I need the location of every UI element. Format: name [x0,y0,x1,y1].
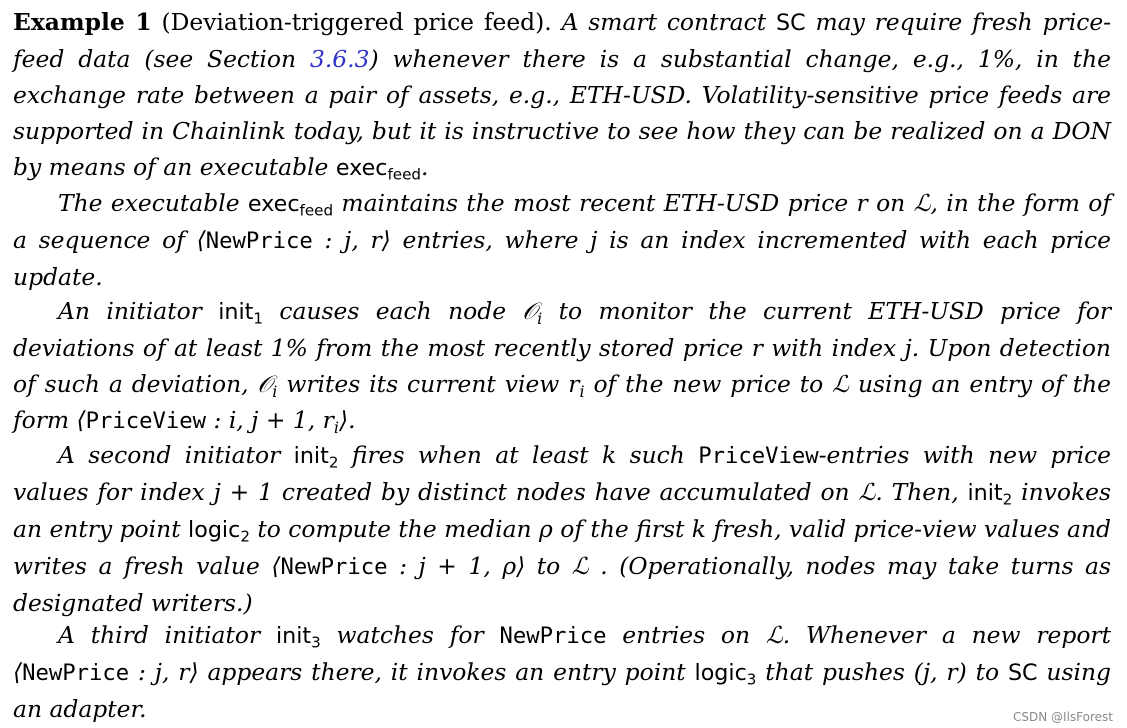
newprice-code: NewPrice [499,623,607,649]
text-span: , in the form of a sequence of ⟨ [13,189,1112,255]
feed-subscript: feed [299,201,334,220]
smart-contract-symbol: SC [775,10,806,36]
node-subscript: i [537,308,543,328]
logic-subscript: 3 [746,670,757,689]
init-label: init [275,623,312,649]
text-span: fires when at least k such [351,441,685,469]
ledger-symbol: ℒ [832,370,850,399]
csdn-watermark: CSDN @IlsForest [1013,710,1113,724]
feed-subscript: feed [387,165,421,184]
ledger-symbol: ℒ [913,189,931,217]
exec-label: exec [335,155,388,182]
text-span: writes its current view r [286,370,580,399]
logic2-symbol [188,517,250,546]
text-span: causes each node 𝒪 [279,297,538,325]
init-subscript: 2 [328,453,339,472]
text-span: A smart contract [561,8,767,36]
logic-label: logic [694,660,747,687]
init3-symbol [275,623,321,652]
text-span: may require fresh price-feed data (see Section [13,8,1112,74]
newprice-code: NewPrice [280,554,388,581]
priceview-code: PriceView [698,443,819,469]
text-span: to compute the median ρ of the first k fresh, valid price-view values and writes a fresh value ⟨ [13,515,1112,581]
node-subscript: i [272,381,278,401]
paragraph-example-intro [13,4,1111,186]
text-span: : j, r⟩ entries, where j is an index incremented with each price update. [13,226,1111,292]
text-span: -entries with new price values for index j + 1 created by distinct nodes have accumulated on [13,441,1112,507]
text-span: that pushes (j, r) to [765,658,1000,687]
smart-contract-symbol: SC [1007,660,1038,687]
init2-symbol [293,443,339,472]
logic-subscript: 2 [240,527,250,546]
text-span: using an entry of the form ⟨ [13,370,1112,435]
init2-symbol [967,480,1013,509]
text-span: ) whenever there is a substantial change, e.g., 1%, in the exchange rate between a pair of assets, e.g., ETH-USD. Volatility-sensitive price feeds are supported in Chainlink today, but it is instructive to see how they can be realized on a DON by means of an executable [13,45,1111,182]
text-span: entries on [622,621,751,649]
text-span: . [421,153,429,182]
init-label: init [293,443,329,469]
text-span: using an adapter. [13,658,1112,724]
paragraph-initiator-2 [13,437,1111,621]
exec-feed-symbol [335,155,421,184]
init-label: init [218,299,254,325]
ledger-symbol: ℒ [858,478,876,507]
init-label: init [967,480,1003,507]
paragraph-initiator-3 [13,617,1111,727]
example-title: Example 1 [13,8,152,36]
text-span: . Whenever a new report ⟨ [13,621,1112,687]
text-span: invokes an entry point [13,478,1111,544]
section-reference-link[interactable]: 3.6.3 [309,45,370,74]
ledger-symbol: ℒ [571,552,589,581]
view-subscript: i [579,381,585,401]
text-span: to monitor the current ETH-USD price for deviations of at least 1% from the most recently stored price r with index j. Upon detection of such a deviation, 𝒪 [13,297,1112,399]
text-span: : j + 1, ρ⟩ to [387,552,561,581]
init-subscript: 2 [1002,490,1013,509]
logic-label: logic [188,517,241,544]
init-subscript: 1 [253,309,264,328]
text-span: watches for [336,621,484,649]
text-span: The executable [58,189,240,217]
init-subscript: 3 [311,633,321,652]
priceview-code: PriceView [85,408,207,435]
text-span: A second initiator [58,441,281,469]
ledger-symbol: ℒ [765,621,783,649]
exec-feed-symbol [247,191,334,220]
text-span: . (Operationally, nodes may take turns as designated writers.) [13,552,1112,618]
text-span: An initiator [58,297,202,325]
text-span: : i, j + 1, r [206,406,334,435]
paragraph-initiator-1 [13,293,1111,439]
text-span: maintains the most recent ETH-USD price r on [341,189,906,217]
view-subscript: i [333,418,339,438]
text-span: : j, r⟩ appears there, it invokes an entry point [129,658,686,687]
text-span: ⟩. [338,406,356,435]
example-subtitle: (Deviation-triggered price feed). [161,8,552,36]
text-span: of the new price to [593,370,824,399]
exec-label: exec [247,191,300,217]
paragraph-executable [13,185,1111,295]
logic3-symbol [694,660,757,689]
text-span: A third initiator [58,621,261,649]
newprice-code: NewPrice [22,660,130,687]
text-span: . Then, [875,478,959,507]
newprice-code: NewPrice [205,228,313,255]
init1-symbol [218,299,264,328]
